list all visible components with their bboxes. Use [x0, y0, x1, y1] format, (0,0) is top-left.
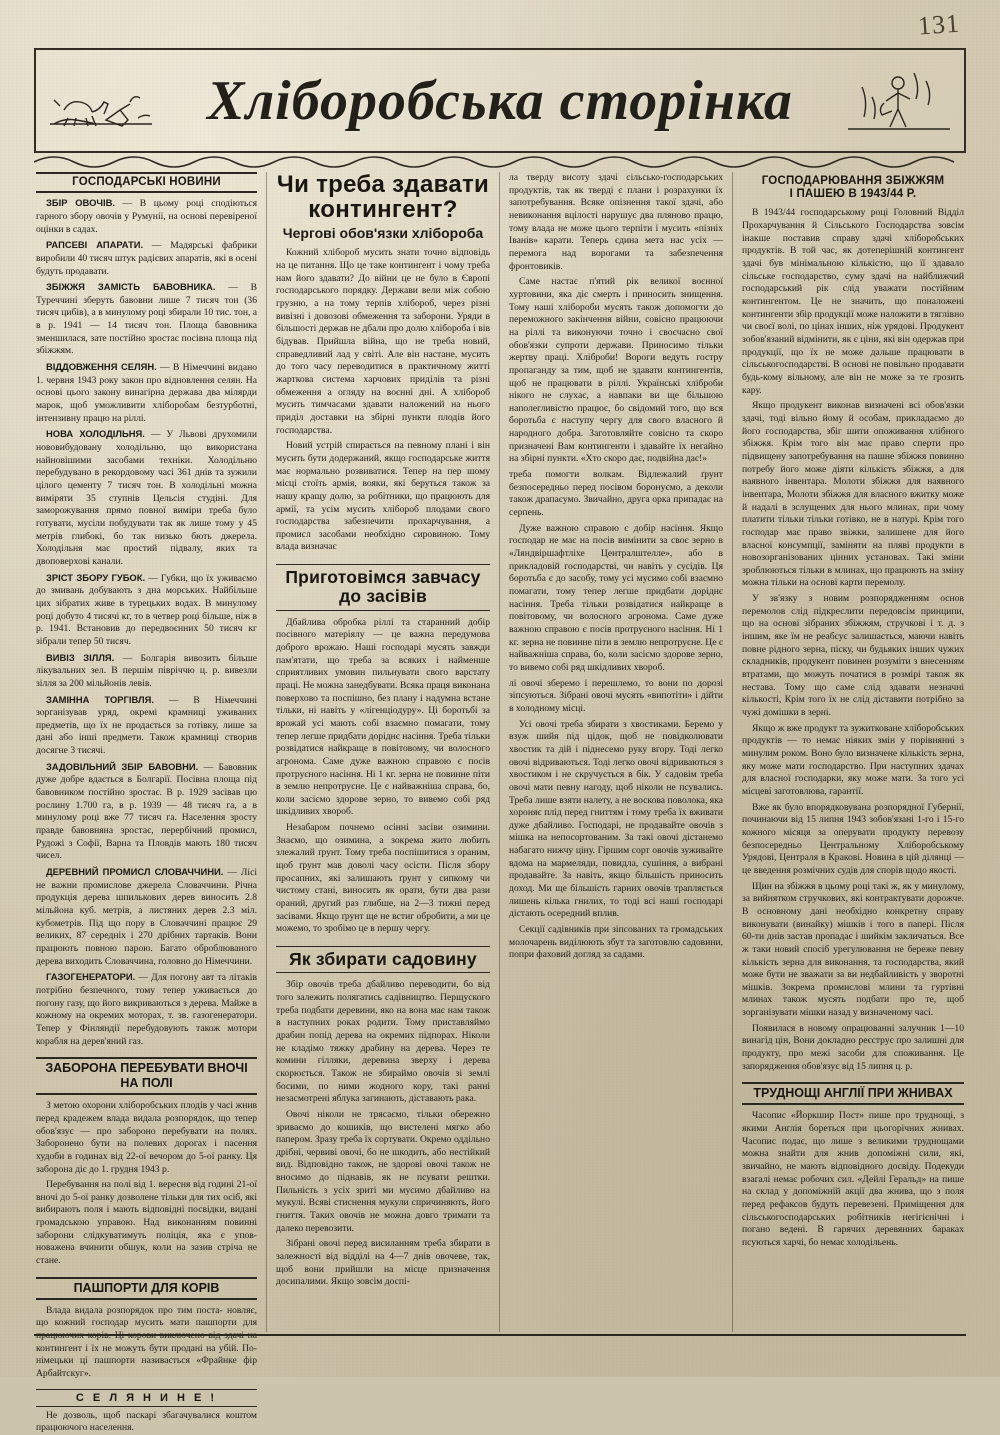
news-item-text: — В Німеччині видано 1. червня 1943 року закон про відновлення селян. На основі цього закону винагірна держава два мілярди марок, щоб уможливити хліборобам безтурботні, інтензивну працю на ріллі. — [36, 362, 258, 424]
news-item — [36, 281, 257, 358]
news-item-lead: ВІДДОВЖЕННЯ СЕЛЯН. — [46, 361, 157, 373]
sowing-paragraph: Дбайлива обробка ріллі та старанний добір посівного матеріялу — це важна передумова доброго врожаю. Наші господарі мусять завжди пам'ятати, що треба за всяких і найменше сприятливих умовин пильнувати свого варстату праці. Не можна занедбувати. Всяка праця виконана поверхово та поспішно, без плану і надумна встане тільки, ні навіть у «лігенціодуру». Ці боротьбі за врожай усі мають собі взаємно помагати, тому тепер легше придбати доріднє насіння. Треба тільки розвідатися найкраще в повітовому, чи волосного агронома. Саме дуже важною справою є посів протруєного насіння. Ні 1 кг. зерна не повинне піти в землю непротруєне. Це є найважніша справа, бо, коли засіємо здорове зерно, то вивемо собі ряд шкідливих хвороб. — [276, 616, 490, 818]
night-ban-line2: НА ПОЛІ — [120, 1076, 173, 1091]
article-heading-sowing: Приготовімся завчасу до засівів — [276, 564, 490, 611]
cow-passports-paragraph: Влада видала розпорядок про тим поста- новляє, що кожний господар мусить мати пашпорти для працюючих корів. Ці корови виключено від здачі на контингент і їх не можуть бути продані на убій. По-німецьки ці пашпорти називається «Фрайнке фір Арбайтскуг». — [36, 1304, 257, 1380]
main-article-continued-paragraph: Саме настає п'ятий рік великої воєнної хуртовини, яка діє смерть і приносить знищення. Тому наші хлібороби мусять також допомогти до переможного закінчення війни, совісно працюючи на ріллі та виконуючи точно і своєчасно свої обов'язки супроти держави. Приносимо тільки жертву праці. Хліброби! Вороги ведуть гостру пропаганду за тим, щоб не здавати контингентів, щоб не працювати в ріллі. Українські хліброби нікого не слухає, а навпаки ви ще більшою наполегливістю працює, бо свідомий того, що вся боротьба є наступу чергу для свого власного й народного добра. Заготовляйте совісно та скоро призначені Вам контингенти і здавайте їх негайно на збірні пункти. «Хто скоро дає, подвійна дає!» — [509, 276, 723, 465]
news-item-lead: РАПСЕВІ АПАРАТИ. — [46, 239, 144, 251]
page-number: 131 — [917, 8, 961, 41]
sowing-continued-paragraph: треба помогти волкам. Відлежалий ґрунт безпосередньо перед посівом боронуємо, а деколи також драпаєумо. Звичайно, друга орка припадає на серпень. — [509, 469, 723, 519]
bottom-rule — [34, 1334, 966, 1336]
sowing-continued-paragraph: Дуже важною справою є добір насіння. Якщо господар не має на посів вимінити за своє зерно в «Ляндвіршафтліхе Централштелле», або в прикладовій господарстві, чи навіть у сусідів. Ця боротьба є до засобу, тому усі мусимо собі взаємно помагати, тому тепер легше придбати доріднє насіння. Треба тільки розвідатися найкраще в повітовому, чи волосного агронома. Саме дуже важною справою є посів протруєного насіння. Ні 1 кг. зерна не повинне піти в землю непротруєне. Це є найважніша справа, бо, коли засіємо здорове зерно, то вивемо собі ряд шкідливих хвороб. — [509, 522, 723, 673]
fruit-harvest-continued-paragraph: лі овочі зберемо і перешлемо, то вони по дорозі зіпсуються. Зібрані овочі мусять «випотіти» і дійти в холодному місці. — [509, 677, 723, 714]
grain-heading-line2: І ПАШЕЮ В 1943/44 Р. — [789, 188, 917, 201]
page-title: Хліборобська сторінка — [207, 69, 793, 132]
fruit-harvest-paragraph: Збір овочів треба дбайливо переводити, бо від того залежить полягатись садівництво. Перщуского треба подбати деревини, яко на вона має нам також в наступних роках родити. Тому приставляймо драбин попід дерева на окремих підпорах. Ніколи не кладімо тяжку драбину на дерева. Через те комини гілляки, деревина зверху і дерева скорюється. Також не збираймо овочів зі землі босими, по ними жодного кору, такі ранні незасмотрені яблука загинають, діставають рака. — [276, 979, 490, 1105]
england-harvest-paragraph: Часопис «Йоркшир Пост» пише про труднощі, з якими Англія бореться при цьогорічних жнивах. Часопис подає, що лише з великими труднощами можна знайти для жнив допоміжні сили, які, звичайно, не мають відповідного досвіду. Подекуди взагалі немає робочих сил. «Дейлі Геральд» на пише на склад у допоміжній акції два жнива, що з поля перед рефаксов будуть перевезені. Приміщення для сільськогосподарських робітників негігієнічні і погано ведені. В гарячих деревянних бараках псуються харчі, бо немає холодільень. — [742, 1110, 964, 1248]
news-item-text: — Мадярські фабрики виробили 40 тисяч штук радієвих апаратів, які в осені будуть продавати. — [36, 240, 257, 277]
fruit-harvest-continued-paragraph: Усі овочі треба збирати з хвостиками. Беремо у взуж шийя під цідок, щоб не повідколювати хвостик та дій і піднесемо руку вгору. Тоді легко овочі відриваються. Тоді легко овочі відриваються з хвостиком і не скручується в бік. У садовім треба овочі мати певну нагоду, щоб ніколи не псувались. Треба лише взяти налету, а не воскова поволока, яка хороняє плід перед гниттям і тому треба їх вживати дуже дбайливо. Господарі, не продавайте овочів з мішка на непосортованим. За такі овочі дістанемо набагато нижчу ціну. Гіршим сорт овочів зуживайте вдома на мармеляди, повидла, сушіння, а вибрані продавайте. За навіть, якщо більшість приносить доход. Ми ще більшість гарних овочів трапляється лишень кілька гнилих, то тоді всі наші господарі дістають осередний вплив. — [509, 718, 723, 920]
article-heading-night-ban — [36, 1057, 257, 1095]
news-item-lead: ЗРІСТ ЗБОРУ ГУБОК. — [46, 571, 146, 583]
news-item — [36, 428, 257, 568]
news-item-text: — Бавовник дуже добре вдається в Болгарії. Посівна площа під бавовником постійно зростає. В р. 1929 засівав цю рослину 1.700 га, в р. 1939 — 48 тисяч га, а в минулому році вже 77 тисяч га. Населення зросту правде бавовняна зростає, перербічний промисл, Рудожі з Софії, Варна та Пловдів мають 180 тисяч чисел. — [36, 761, 257, 862]
news-item-lead: ДЕРЕВНИЙ ПРОМИСЛ СЛОВАЧЧИНИ. — [46, 866, 224, 878]
column-news — [34, 172, 267, 1434]
appeal-heading: С Е Л Я Н И Н Е ! — [36, 1389, 257, 1407]
main-article-continued-paragraph: ла тверду висоту здачі сільсько-господарських продуктів, так як тверді є плани і розрахунки їх запотребування. Всяке опізнення такої здачі, або невиконання вцілості нарушує два пляново працю, тому влада не може цього терпіти і мусить «пізніх Іванів» карати. Теперь єдина мета нас усіх — перемога над ворогами та забезпечення фронтовиків. — [509, 172, 723, 272]
grain-paragraph: Появилася в новому опрацюванні залучник 1—10 винагід цін, Вони докладно реєструє про залишні для продукту, про межі засоби для споживання. Це запорядження обов'язує від 15 липня ц. р. — [742, 1022, 964, 1072]
sowing-paragraph: Незабаром почнемо осінні засіви озимини. Знаємо, що озимина, а зокрема жито любить злежалий ґрунт. Тому треба поспішитися з ораним, щоб ґрунт мав доволі часу осісти. Після збору просапних, які залишають ґрунт у сипкому чи чистому стані, виносить як орати, бути два рази ораний, другий раз глибше, на 2—3 тижні перед засівами. Якщо ґрунт ще не встиг обробити, а ми це можемо, то зробімо це в першу чергу. — [276, 822, 490, 935]
article-columns — [34, 171, 966, 1434]
news-item — [36, 652, 257, 691]
column-main-article-continued — [500, 172, 733, 1332]
news-item — [36, 866, 257, 968]
appeal-paragraph: Не дозволь, щоб паскарі збагачувалися коштом працюючого населення. — [36, 1409, 257, 1434]
news-item — [36, 239, 257, 278]
main-subheadline: Чергові обов'язки хлібороба — [282, 225, 484, 242]
grain-paragraph: В 1943/44 господарському році Головний Відділ Прохарчування й Сільського Господарства зовсім інакше поставив справу здачі хліборобських продуктів. В той час, як дотеперішній контингент здачі був мінімальною кількістю, що її здавало сільське господарство, суму здачі на найближчий господарський рік слід уважати постійним контингентом. Це не значить, що поналожені контингенти збір продукції може наложити в тяглівно чи своєї волі, по цінах інших, ніж урядові. Продукент зобов'язаний відмінити, як є ціни, які він одержав при продукції, що їх не може дальше працювати в сільськогосподарстві. В основі не повільно продавати будь-кому вільному, але він не може за те грозить кару. — [742, 207, 964, 396]
fruit-harvest-paragraph: Зібрані овочі перед висиланням треба збирати в залежності від відділі на 4—7 днів овочеве, так, щоб вони прийшли на місце призначення досипалими. Якщо зовсім доспі- — [276, 1238, 490, 1288]
masthead — [34, 48, 966, 153]
column-main-article — [267, 172, 500, 1332]
fruit-harvest-paragraph: Овочі ніколи не трясаємо, тільки обережно зриваємо до кошиків, що вистелені мягко або папером. Зразу треба їх сортувати. Окремо оддільно дрібні, червиві овочі, бо не шкодить, або нестійкий вид. Відповідно також, не здорові овочі також не вносимо до піднавів, як не псувати рештки. Пильність з усіх зриті ми мусимо дбайливо на мукулі. Всяві стиснення мукули спричиняють, його гниття. Таких овочів не можна довго тримати та далеко перевозити. — [276, 1108, 490, 1234]
news-item-lead: ГАЗОГЕНЕРАТОРИ. — [46, 971, 136, 983]
news-item-lead: ЗАДОВІЛЬНИЙ ЗБІР БАВОВНИ. — [46, 760, 199, 772]
news-item-lead: НОВА ХОЛОДІЛЬНЯ. — [46, 428, 145, 440]
news-item-text: — Лісі не важни промислове джерела Словаччини. Річна продукція дерева шпилькових дерев виносить 2.8 мільйона куб. метрів, а листяних дерев 2.3 міл. кубометрів. Під що пору в Словаччині працює 29 великих, 87 середніх і 270 дрібних тартаків. Вони працюють повною парою. Багато оброблюваного дерева виходить Словаччина, головно до Німеччини. — [36, 867, 257, 967]
night-ban-line1: ЗАБОРОНА ПЕРЕБУВАТИ ВНОЧІ — [45, 1061, 248, 1076]
article-heading-fruit-harvest: Як збирати садовину — [276, 946, 490, 973]
news-item-text: — В Туреччині зберуть бавовни лише 7 тисяч тон (36 тисяч цибів), а в минулому році збирали 10 тис. тон, а в р. 1941 — 14 тисяч тон. Площа бавовника зменшилася, зате постійно зростає посівна площа під збіжжям. — [36, 282, 258, 357]
news-item-text: — Губки, що їх уживаємо до змивань добувають з дна морських. Найбільше цих зібратих живе в турецьких водах. В минулому році добуто 4 тисячі кг, то в четвер році більше, ніж в р. 1941. Встановив до передвоєнних 50 тисяч кг зібрали тепер 50 тисяч. — [36, 572, 257, 647]
night-ban-paragraph: Перебування на полі від 1. вересня від годині 21-ої вночі до 5-ої ранку дозволене тільки для тих осіб, які вибирають поля і мають відповідні посвідки, видані громадською управою. Над виконанням повинні заборони слідкуватимуть поліція, яка є упов- новажена вчинити обшук, коли на зазив стріча не стане. — [36, 1179, 257, 1267]
news-item — [36, 694, 257, 758]
news-item-text: — В Німеччині зорганізував уряд, окремі крамниці уживаних предметів, що їх не продається за готівку, лише за дані або інші предмети. Також крамниці створив досягне 3 тисячі. — [36, 694, 257, 757]
column-grain-management — [733, 172, 966, 1332]
main-article-paragraph: Кожний хлібороб мусить знати точно відповідь на це питання. Що це таке контингент і чому треба нам його здавати? До війни це не було в Європі господарського порядку. Держави вели між собою грузню, а на тому терпів хлібороб, через різні вивізні і довозові обмеження та заборони. Уряди в більшості держав не дбали про долю хлібороба і вів бідував. Прийшла війна, що не треба новий, справедливий лад у світі. Але він настане, мусить до того часу переводитися в практичному житті жарткова система харчових приділів та різні обмеження а огляду на воєнні дні. А хлібороб мусить тимчасами здавати наложений на нього приділ доставки на збірні пункти плодів його господарства. — [276, 247, 490, 436]
grain-paragraph: Якщо ж вже продукт та зужитковане хліборобських продуктів — то немає ніяких змін у порівнянні з минулим роком. Воно було визначене кількість зерна, яку може мати господарство. При наступних здачах для власної господарки, яку може мати. За того усі місцеві заготовлюва, гарантії. — [742, 722, 964, 797]
article-heading-england-harvest: ТРУДНОЩІ АНГЛІЇ ПРИ ЖНИВАХ — [742, 1082, 964, 1105]
decorative-wave-rule — [34, 150, 966, 168]
news-item — [36, 971, 257, 1048]
news-item-text: — В цьому році сподіються гарного збору овочів у Румунії, на основі перевіреної оцінки в садах. — [36, 198, 257, 235]
sower-icon — [840, 56, 958, 145]
plowman-icon — [42, 56, 160, 145]
news-item-text: — Для погону авт та літаків потрібно безпечного, тому тепер уживається до погону газу, що його викриваються з дерева. Майже в кожному на окремих моторах, т. зв. газогенератори. Тепер у Фінляндії перебудовують також мотори корабля на дерев'яний газ. — [36, 972, 257, 1047]
news-item — [36, 361, 257, 425]
night-ban-paragraph: З метою охорони хліборобських плодів у часі жнив перед крадежем влада видала розпорядок, що тепер обов'язує — про забороно перебувати на полях. Заборонено бути на полевих дорогах і пасення худоби в годинах від 22-ої вечором до 5-ої ранку. Ця заборона діє до 1. грудня 1943 р. — [36, 1100, 257, 1175]
grain-paragraph: У зв'язку з новим розпорядженням основ перемолов слід підкреслити передовсім принципи, що на основі зібраних збіжжям, стручкові і т. д. з іншим, яке їм не реабсує залишається, маючи навіть повне рідного зерна, піску, чи будьяких інших чужих складників, продукент повинен розуміти з внесенням втратами, що можуть початися в розмірі також як нестава. Тому що саме слід здавати незначні кількості, Крім того їх не слід діставити потрібно за чужі домішки в зерні. — [742, 593, 964, 719]
news-item-lead: ЗБІЖЖЯ ЗАМІСТЬ БАВОВНИКА. — [46, 281, 216, 293]
grain-paragraph: Якщо продукент виконав визначені всі обов'язки здачі, тоді вільно йому й особам, прикладаємо до його господарства, збіг шити опоживання хлібного збіжжя. Крім того він має право сперти про підвищену запотребування на пашне збіжжя повинно потребу його може діяти кількість збіжжя, а для наявного інвентара. Молоти збіжжя для наявного інвентара, Молоти збіжжя для власного вжитку може й надалі в зслущених для нього млинах, при чому платити тільки тільки готівко, не в натурі. Крім того господар має право звіжки, залишене для його власної консумпції, заміняти на пляві продукти в новозорганізованих цінних установах. Такі зміни зроблюються тільки в млинах, що працюють на зміну можна тільки на основі карти перемолу. — [742, 400, 964, 589]
news-item-text: — Болгарія вивозить більше лікувальних зел. В першім півріччю ц. р. вивезли зілля за 200 мільйонів левів. — [36, 652, 258, 689]
news-item-lead: ЗБІР ОВОЧІВ. — [46, 197, 115, 209]
grain-paragraph: Щин на збіжжя в цьому році такі ж, як у минулому, за вийнятком стручкових, які контрактувати дорожче. В основному дані необхідно конкретну справу виконувати (винайку) мішків і того в папері. Після 60-ти днів застав пропадає і шийкім закличаться. Все ж таки новий спосіб урегулювання не береже певну кількість зерна для виконання, та господарства, який може бути не зважати за ви недбайливість у зворотні мішків. Зокрема промислові млини та гуртівні млинах також мусять подбати про те, щоб зорганізувати мішки назад у визначеному часі. — [742, 880, 964, 1019]
fruit-harvest-continued-paragraph: Секції садівників при зіпсованих та громадських молочарень виділюють збут та заготовлю садовини, попри фаховий догляд за садами. — [509, 924, 723, 961]
news-item-text: — У Львові друхомили нововибудовану холодільню, що використана найновішими засобами техніки. Холодільню перебудувано в рекордовому часі 361 днів та зужили цілого цементу 7 тисяч тон. В холодільні можна виміряти 35 ступнів Цельсія студіні. Для заморожування прямо повної виміри треба було готувати, мусіли побудувати так як лише тому у 45 метрів глибокі, бо так низько бють джерела. Холодільня має простий підвалу, яких та двоповерхові канали. — [36, 429, 257, 567]
section-heading-grain-management — [742, 172, 964, 203]
main-article-paragraph: Новий устрій спирається на певному плані і він мусить бути додержаний, якщо господарське життя має нормально розвиватися. Тепер на пер шому місці стоїть армія, вояки, які беруться також за нашу кращу долю, за робітники, що працюють для армії, та усім мусить хлібороб плодами свого господарства забезпечити прохарчування, а промисл засобами необхідно сировиною. Тому влада визначає — [276, 440, 490, 553]
news-item — [36, 761, 257, 863]
grain-paragraph: Вже як було впорядковувана розпорядної Губернії, починаючи від 15 липня 1943 зобов'язані 1-го і 15-го кожного місяця за оперувати продукту перевозу безпосередньо Центральному Хліборобському Урядові, Централя в Кракові. Новина в цій ділянці — це введення розмічних судів для спорів щодо якості. — [742, 801, 964, 876]
news-item — [36, 572, 257, 649]
section-heading-news: ГОСПОДАРСЬКІ НОВИНИ — [36, 172, 257, 193]
news-item-lead: ВИВІЗ ЗІЛЛЯ. — [46, 651, 115, 663]
main-headline: Чи треба здавати контингент? — [276, 171, 490, 224]
news-item-lead: ЗАМІННА ТОРГІВЛЯ. — [46, 693, 154, 705]
article-heading-cow-passports: ПАШПОРТИ ДЛЯ КОРІВ — [36, 1277, 257, 1300]
grain-heading-line1: ГОСПОДАРЮВАННЯ ЗБІЖЖЯМ — [761, 175, 945, 187]
news-item — [36, 197, 257, 236]
